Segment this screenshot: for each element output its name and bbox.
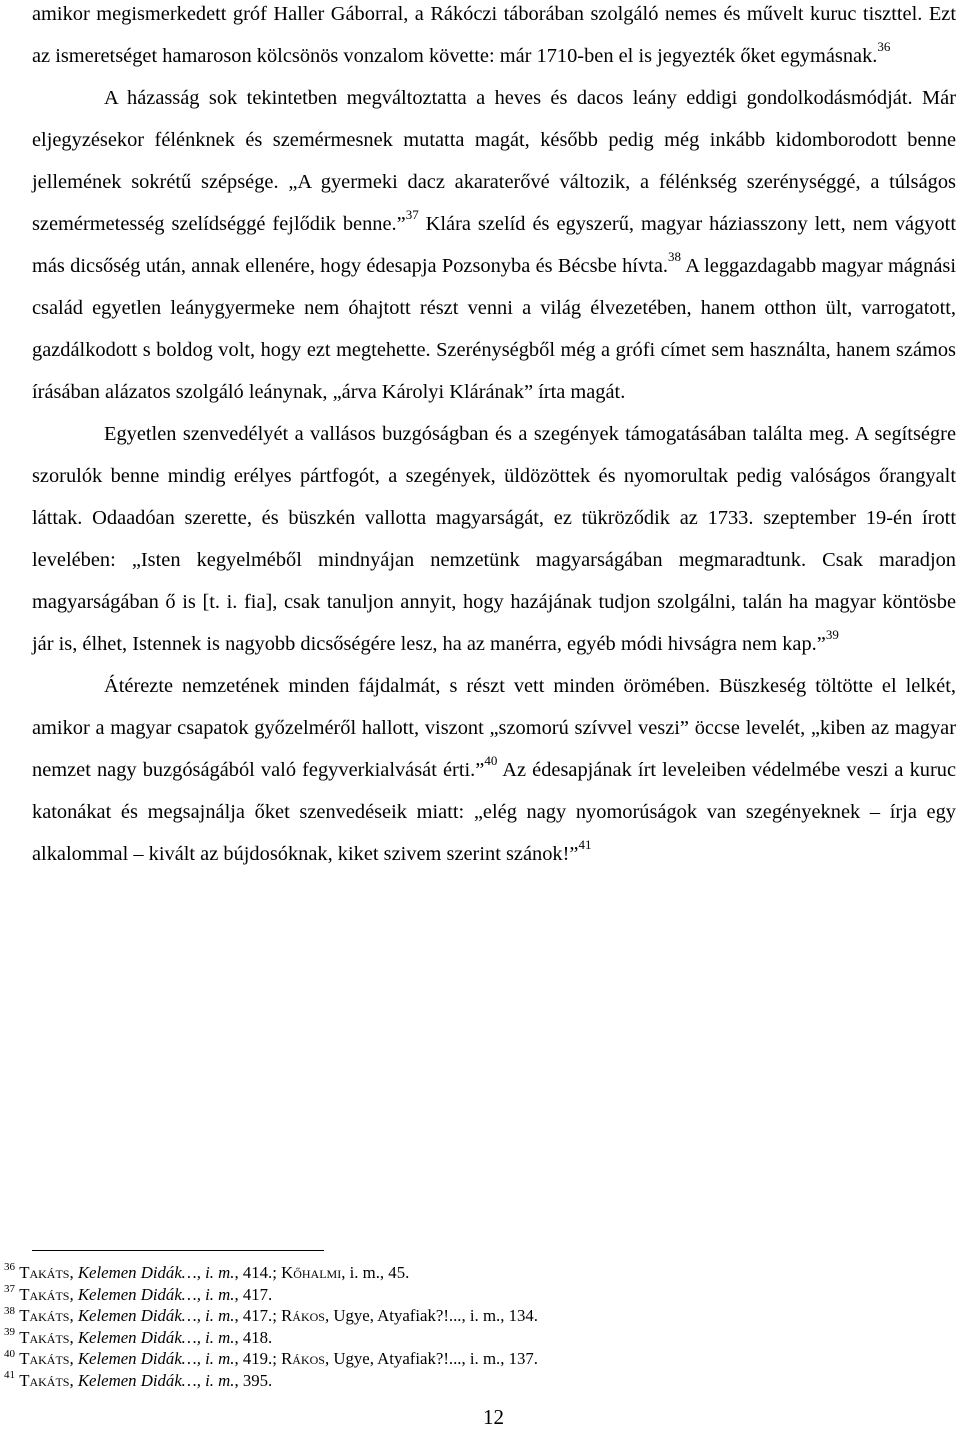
paragraph: [32, 0, 956, 77]
footnote-number: 38: [4, 1304, 15, 1317]
footnote-author: Takáts: [19, 1370, 70, 1390]
footnote-text: , 395.: [234, 1370, 273, 1390]
footnote-number: 40: [4, 1347, 15, 1360]
paragraph-text: A leggazdagabb magyar mágnási család egyetlen leánygyermeke nem óhajtott részt venni a világ élvezetében, hanem otthon ült, varrogatott, gazdálkodott s boldog volt, hogy ezt megtehette. Szerénységből még a grófi címet sem használta, hanem számos írásában alázatos szolgáló leánynak, „árva Károlyi Klárának” írta magát.: [32, 255, 956, 403]
footnote-author: Takáts: [19, 1306, 70, 1326]
footnote-37: $^{37}$ Takáts, Kelemen Didák…, i. m., 417.: [4, 1283, 273, 1304]
paragraph: [32, 77, 956, 413]
paragraph-text: Átérezte nemzetének minden fájdalmát, s részt vett minden örömében. Büszkeség töltötte el lelkét, amikor a magyar csapatok győzelméről hallott, viszont „szomorú szívvel veszi” öccse levelét, „kiben az magyar nemzet nagy buzgóságából való fegyverkialvását érti.”: [32, 675, 956, 781]
footnote-text: , 418.: [234, 1327, 273, 1347]
paragraph-text: amikor megismerkedett gróf Haller Gáborral, a Rákóczi táborában szolgáló nemes és művelt kuruc tiszttel. Ezt az ismeretséget hamaroson kölcsönös vonzalom követte: már 1710-ben el is jegyezték őket egymásnak.: [32, 3, 956, 67]
footnote-author: Rákos: [281, 1306, 325, 1326]
footnote-text: , 417.: [234, 1284, 273, 1304]
footnote-author: Rákos: [281, 1349, 325, 1369]
footnote-text: , Ugye, Atyafiak?!..., i. m., 134.: [324, 1306, 538, 1326]
paragraph: [32, 665, 956, 875]
footnote-author: Takáts: [19, 1263, 70, 1282]
footnote-ref[interactable]: 38: [667, 249, 681, 265]
footnote-41: $^{41}$ Takáts, Kelemen Didák…, i. m., 395.: [4, 1369, 273, 1390]
footnote-author: Takáts: [19, 1349, 70, 1369]
body-text: [32, 0, 956, 875]
footnote-text: , 417.;: [234, 1306, 282, 1326]
footnote-title: Kelemen Didák…, i. m.: [77, 1349, 235, 1369]
footnote-title: Kelemen Didák…, i. m.: [77, 1263, 235, 1282]
footnote-title: Kelemen Didák…, i. m.: [77, 1327, 235, 1347]
footnote-title: Kelemen Didák…, i. m.: [77, 1284, 235, 1304]
footnote-number: 39: [4, 1326, 15, 1339]
footnote-text: , Ugye, Atyafiak?!..., i. m., 137.: [324, 1349, 538, 1369]
footnote-36: $^{36}$ Takáts, Kelemen Didák…, i. m., 414.; Kőhalmi, i. m., 45.: [4, 1261, 410, 1282]
footnote-ref[interactable]: 41: [578, 837, 592, 853]
footnote-separator: [32, 1250, 324, 1251]
paragraph-text: Az édesapjának írt leveleiben védelmébe veszi a kuruc katonákat és megsajnálja őket szenvedéseik miatt: „elég nagy nyomorúságok van szegényeknek – írja egy alkalommal – kivált az bújdosóknak, kiket szivem szerint szánok!”: [32, 759, 957, 865]
footnote-number: 37: [4, 1283, 15, 1295]
footnote-ref[interactable]: 40: [484, 753, 498, 769]
footnote-author: Takáts: [19, 1327, 70, 1347]
paragraph: [32, 413, 956, 665]
footnote-40: $^{40}$ Takáts, Kelemen Didák…, i. m., 419.; Rákos, Ugye, Atyafiak?!..., i. m., 137.: [4, 1347, 538, 1369]
footnote-title: Kelemen Didák…, i. m.: [77, 1306, 235, 1326]
footnote-title: Kelemen Didák…, i. m.: [77, 1370, 235, 1390]
paragraph-text: Egyetlen szenvedélyét a vallásos buzgóságban és a szegények támogatásában találta meg. A segítségre szorulók benne mindig erélyes pártfogót, a szegények, üldözöttek és nyomorultak pedig valóságos őrangyalt láttak. Odaadóan szerette, és büszkén vallotta magyarságát, ez tükröződik az 1733. szeptember 19-én írott levelében: „Isten kegyelméből mindnyájan nemzetünk magyarságában megmaradtunk. Csak maradjon magyarságában ő is [t. i. fia], csak tanuljon annyit, hogy hazájának tudjon szolgálni, talán ha magyar köntösbe jár is, élhet, Istennek is nagyobb dicsőségére lesz, ha az manérra, egyéb módi hivságra nem kap.”: [32, 423, 956, 655]
paragraph-text: A házasság sok tekintetben megváltoztatta a heves és dacos leány eddigi gondolkodásmódját. Már eljegyzésekor félénknek és szemérmesnek mutatta magát, később pedig még inkább kidomborodott benne jellemének sokrétű szépsége. „A gyermeki dacz akaraterővé változik, a félénkség szerénységgé, a túlságos szemérmetesség szelídséggé fejlődik benne.”: [32, 87, 956, 235]
page-number: 12: [483, 1405, 504, 1429]
footnote-ref[interactable]: 37: [405, 207, 419, 223]
footnote-author: Takáts: [19, 1284, 70, 1304]
footnote-39: $^{39}$ Takáts, Kelemen Didák…, i. m., 418.: [4, 1326, 273, 1347]
footnotes: [0, 1262, 960, 1392]
paragraph-text: Klára szelíd és egyszerű, magyar háziasszony lett, nem vágyott más dicsőség után, annak ellenére, hogy édesapja Pozsonyba és Bécsbe hívta.: [32, 213, 956, 277]
footnote-38: $^{38}$ Takáts, Kelemen Didák…, i. m., 417.; Rákos, Ugye, Atyafiak?!..., i. m., 134.: [4, 1304, 538, 1326]
footnote-number: 41: [4, 1369, 15, 1382]
footnote-text: , 419.;: [234, 1349, 282, 1369]
footnote-number: 36: [4, 1261, 15, 1274]
footnote-ref[interactable]: 36: [877, 39, 891, 55]
footnote-text: , 414.;: [234, 1263, 282, 1282]
footnote-ref[interactable]: 39: [825, 627, 839, 643]
footnote-author: Kőhalmi: [281, 1263, 342, 1282]
footnote-text: , i. m., 45.: [341, 1263, 410, 1282]
